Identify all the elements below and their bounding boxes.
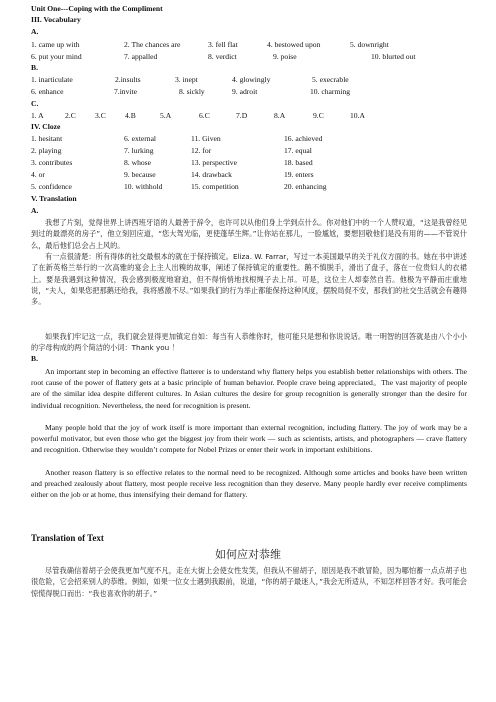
vocab-a-item: 9. poise — [273, 52, 297, 61]
cloze-item: 15. competition — [191, 182, 239, 191]
translation-of-text-heading: Translation of Text — [31, 533, 104, 543]
vocabulary-heading: III. Vocabulary — [31, 15, 81, 24]
cloze-item: 19. enters — [284, 170, 314, 179]
vocab-a-item: 4. bestowed upon — [267, 40, 321, 49]
vocab-a-item: 5. downright — [350, 40, 389, 49]
translation-b-paragraph-3: Another reason flattery is so effective relates to the normal need to be recognized. Although some articles and books have been written and preached zealously about flattery, most people receive less recognition than they deserve. Many people hardly ever receive compliments either on the job or at home, thus intensifying their demand for flattery. — [31, 468, 467, 500]
vocab-b-item: 9. adroit — [232, 87, 258, 96]
translation-a-label: A. — [31, 206, 39, 215]
vocab-a-item: 2. The chances are — [124, 40, 181, 49]
cloze-item: 12. for — [191, 146, 212, 155]
text-title: 如何应对恭维 — [215, 548, 281, 561]
vocab-b-item: 4. glowingly — [232, 75, 271, 84]
vocab-c-item: 4.B — [125, 111, 136, 120]
translation-a-paragraph-2: 有一点很清楚：所有得体的社交最根本的就在于保持镇定。Eliza. W. Farrar，写过一本美国最早的关于礼仪方面的书。她在书中讲述了在新英格兰举行的一次高雅的宴会上主人出糗的故事，阐述了保持镇定的重要性。鹅不慎脱手，滑出了盘子，落在一位贵妇人的衣裙上。要是我遇到这种情况，我会感到极度地窘迫，但不得悄悄地找根绳子去上吊。可是，这位主人却泰然自若。他极为平静而庄重地说，“夫人，如果您把那鹅还给我，我将感激不尽。”如果我们的行为举止都能保持这种风度，摆脱局促不安，那我们的社交生活就会有趣得多。 — [31, 252, 467, 307]
vocab-c-item: 9.C — [313, 111, 324, 120]
cloze-item: 2. playing — [31, 146, 62, 155]
vocab-b-item: 10. charming — [310, 87, 351, 96]
vocab-b-item: 1. inarticulate — [31, 75, 73, 84]
vocab-c-item: 3.C — [95, 111, 106, 120]
text-translation-paragraph-1: 尽管我确信着胡子会使我更加气度不凡，走在大街上会使女性发笑，但我从不留胡子，原因是我不敢冒险，因为哪怕蓄一点点胡子也很危险，它会招来别人的恭维。例如，如果一位女士遇到我跟前，说道，“你的胡子最迷人，”我会无所适从，不知怎样回答才好。我可能会惊慌得脱口而出：“我也喜欢你的胡子。” — [31, 566, 467, 598]
cloze-item: 6. external — [124, 134, 157, 143]
vocab-c-item: 5.A — [160, 111, 172, 120]
cloze-item: 16. achieved — [284, 134, 323, 143]
vocab-b-item: 7.invite — [114, 87, 137, 96]
vocab-c-item: 6.C — [199, 111, 210, 120]
translation-b-paragraph-1: An important step in becoming an effective flatterer is to understand why flattery helps you establish better relationships with others. The root cause of the power of flattery gets at a basic principle of human behavior. People crave being appreciated。The vast majority of people are of the similar idea despite different cultures. In Asian cultures the desire for group recognition is generally stronger than the desire for individual recognition. Nevertheless, the need for recognition is present. — [31, 367, 467, 410]
vocab-b-item: 3. inept — [175, 75, 198, 84]
vocab-c-item: 1. A — [31, 111, 44, 120]
vocab-a-item: 1. came up with — [31, 40, 80, 49]
cloze-item: 14. drawback — [191, 170, 232, 179]
vocab-a-item: 10. blurted out — [371, 52, 416, 61]
cloze-item: 18. based — [284, 158, 313, 167]
vocab-c-item: 10.A — [350, 111, 365, 120]
vocab-b-item: 8. sickly — [179, 87, 205, 96]
vocab-a-item: 8. verdict — [208, 52, 237, 61]
cloze-item: 5. confidence — [31, 182, 72, 191]
vocab-b-label: B. — [31, 63, 38, 72]
cloze-item: 11. Given — [191, 134, 221, 143]
vocab-a-item: 3. fell flat — [208, 40, 238, 49]
vocab-a-item: 7. appalled — [124, 52, 158, 61]
cloze-item: 4. or — [31, 170, 45, 179]
cloze-item: 9. because — [124, 170, 156, 179]
cloze-item: 3. contributes — [31, 158, 73, 167]
vocab-c-item: 7.D — [236, 111, 248, 120]
translation-heading: V. Translation — [31, 194, 77, 203]
vocab-c-item: 8.A — [274, 111, 286, 120]
vocab-b-item: 2.insults — [115, 75, 141, 84]
translation-b-paragraph-2: Many people hold that the joy of work itself is more important than external recognition, including flattery. The joy of work may be a powerful motivator, but even those who get the biggest joy from their work — such as scientists, artists, and photographers — crave flattery and recognition. Otherwise they wouldn’t compete for Nobel Prizes or enter their work in important exhibitions. — [31, 423, 467, 455]
translation-a-paragraph-1: 我想了片刻，觉得世界上讲西班牙语的人最善于辞令，也许可以从他们身上学到点什么。你对他们中的一个人赞叹道，“这是我曾经见到过的最漂亮的房子”，他立刻回应道，“您大驾光临，更使蓬荜生辉。”让你站在那儿，一脸尴尬，要想回敬他们是没有用的——不管说什么，最后他们总会占上风的。 — [31, 218, 467, 250]
vocab-c-label: C. — [31, 99, 39, 108]
vocab-c-item: 2.C — [65, 111, 76, 120]
cloze-item: 20. enhancing — [284, 182, 327, 191]
cloze-item: 13. perspective — [191, 158, 237, 167]
cloze-item: 7. lurking — [124, 146, 154, 155]
translation-a-paragraph-3: 如果我们牢记这一点，我们就会显得更加镇定自如：每当有人恭维你时，他可能只是想和你说说话。唯一明智的回答就是由八个小小的字母构成的两个简洁的小词：Thank you ！ — [31, 332, 467, 353]
vocab-a-label: A. — [31, 27, 39, 36]
vocab-b-item: 5. execrable — [312, 75, 349, 84]
cloze-item: 17. equal — [284, 146, 312, 155]
document-title: Unit One---Coping with the Compliment — [31, 4, 163, 13]
cloze-item: 10. withhold — [124, 182, 163, 191]
translation-b-label: B. — [31, 354, 38, 363]
vocab-b-item: 6. enhance — [31, 87, 64, 96]
cloze-item: 1. hesitant — [31, 134, 63, 143]
cloze-heading: IV. Cloze — [31, 122, 61, 131]
vocab-a-item: 6. put your mind — [31, 52, 82, 61]
cloze-item: 8. whose — [124, 158, 151, 167]
